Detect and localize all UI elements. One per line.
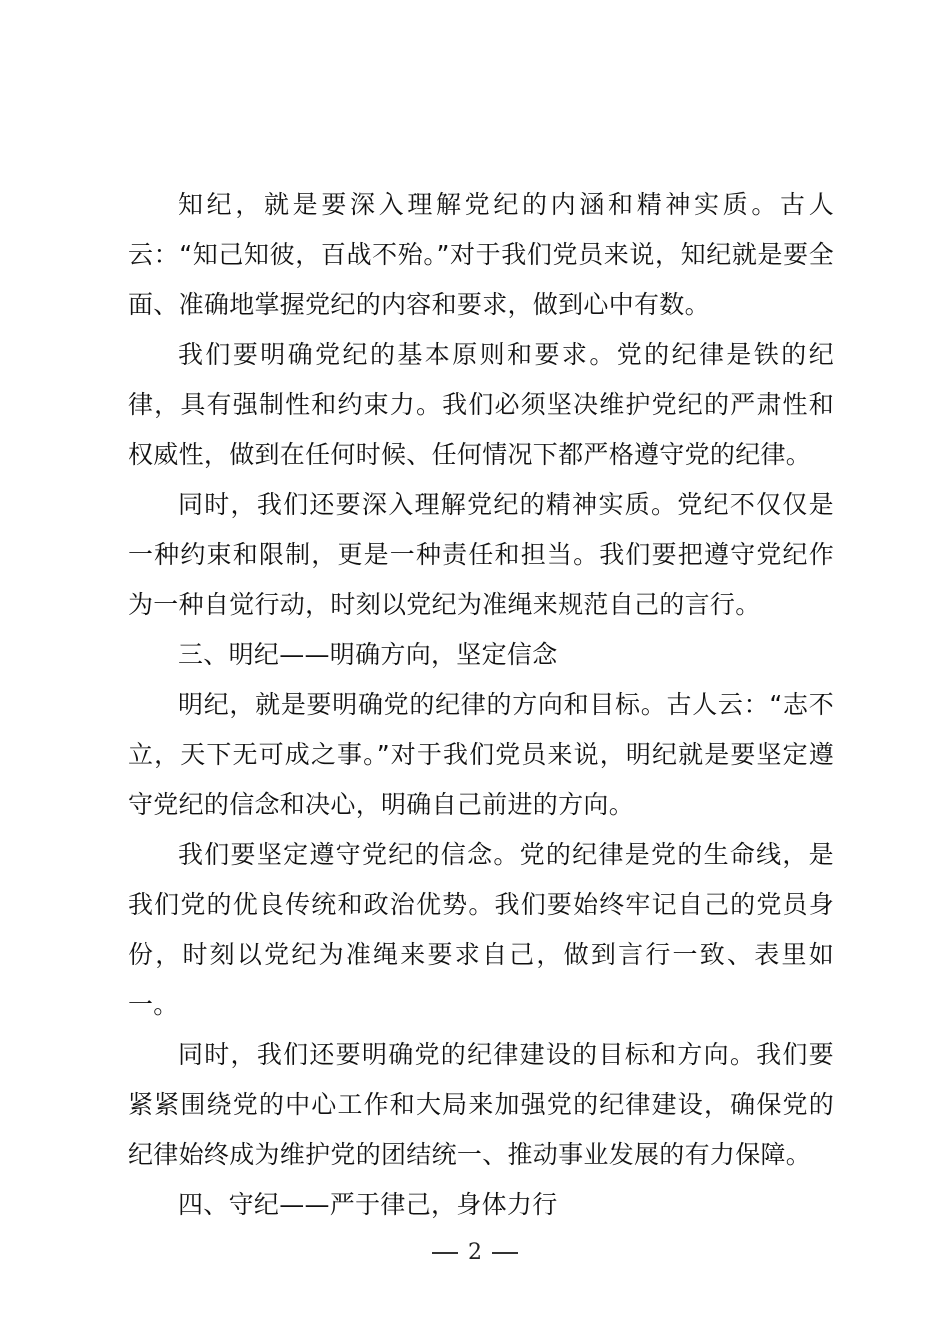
paragraph-mingji-intro: 明纪，就是要明确党的纪律的方向和目标。古人云：“志不立，天下无可成之事。”对于我们党员来说，明纪就是要坚定遵守党纪的信念和决心，明确自己前进的方向。 xyxy=(128,690,834,819)
document-body xyxy=(128,180,834,1230)
paragraph-zhiji-intro: 知纪，就是要深入理解党纪的内涵和精神实质。古人云：“知己知彼，百战不殆。”对于我们党员来说，知纪就是要全面、准确地掌握党纪的内容和要求，做到心中有数。 xyxy=(128,190,834,319)
section-heading-mingji: 三、明纪——明确方向，坚定信念 xyxy=(178,640,558,669)
footer-dash-right xyxy=(492,1252,518,1254)
paragraph-spirit: 同时，我们还要深入理解党纪的精神实质。党纪不仅仅是一种约束和限制，更是一种责任和担当。我们要把遵守党纪作为一种自觉行动，时刻以党纪为准绳来规范自己的言行。 xyxy=(128,490,834,619)
page-footer xyxy=(0,1238,950,1268)
footer-dash-left xyxy=(432,1252,458,1254)
section-heading-shouji: 四、守纪——严于律己，身体力行 xyxy=(178,1190,558,1219)
paragraph-principles: 我们要明确党纪的基本原则和要求。党的纪律是铁的纪律，具有强制性和约束力。我们必须坚决维护党纪的严肃性和权威性，做到在任何时候、任何情况下都严格遵守党的纪律。 xyxy=(128,340,834,469)
page-number: 2 xyxy=(468,1240,482,1265)
paragraph-belief: 我们要坚定遵守党纪的信念。党的纪律是党的生命线，是我们党的优良传统和政治优势。我们要始终牢记自己的党员身份，时刻以党纪为准绳来要求自己，做到言行一致、表里如一。 xyxy=(128,840,834,1019)
paragraph-goals: 同时，我们还要明确党的纪律建设的目标和方向。我们要紧紧围绕党的中心工作和大局来加强党的纪律建设，确保党的纪律始终成为维护党的团结统一、推动事业发展的有力保障。 xyxy=(128,1040,834,1169)
